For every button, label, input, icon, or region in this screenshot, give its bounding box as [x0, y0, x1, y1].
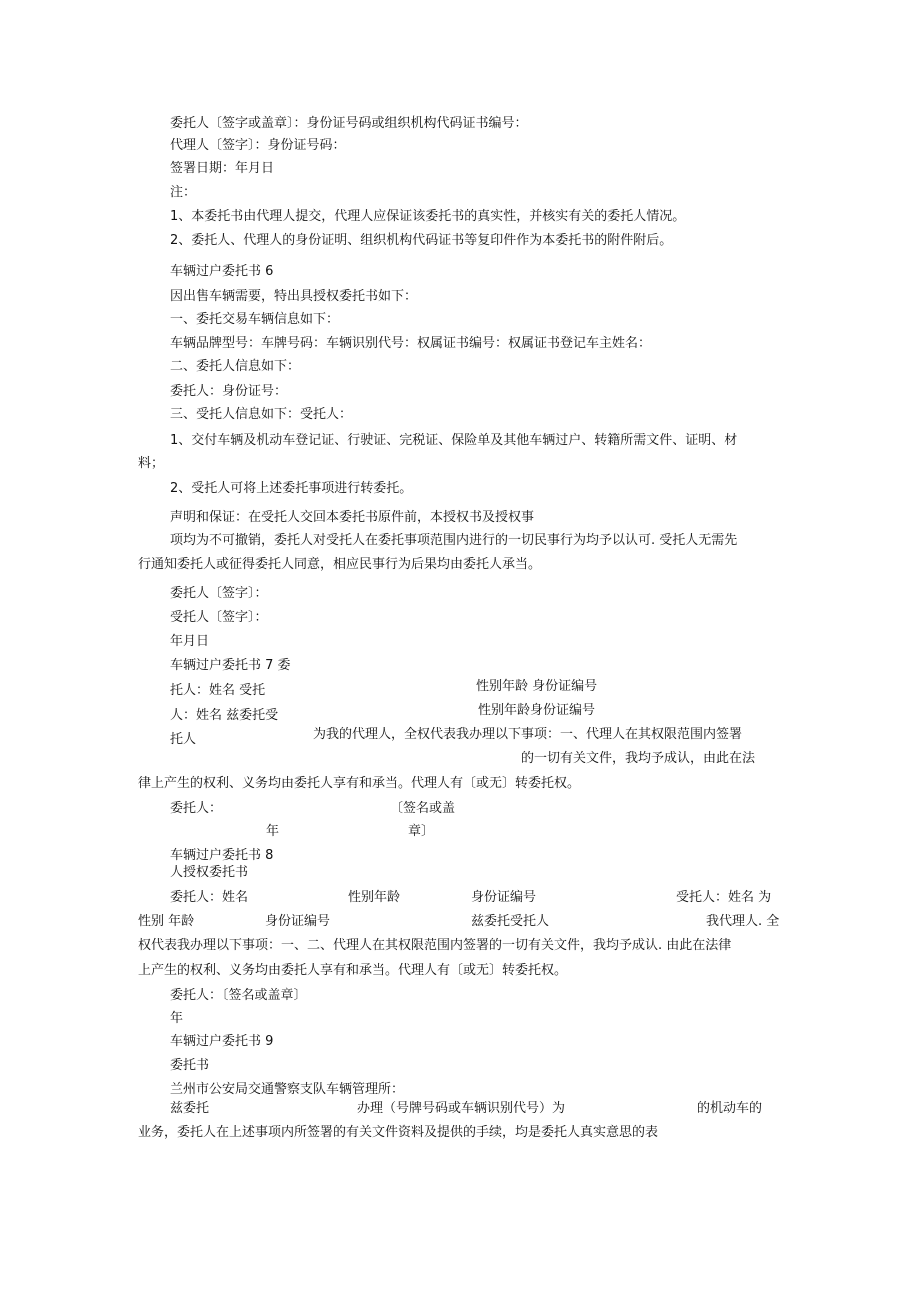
text-line: 委托书 — [170, 1058, 210, 1073]
text-line: 兰州市公安局交通警察支队车辆管理所： — [170, 1082, 405, 1097]
text-line: 二、委托人信息如下： — [170, 359, 301, 374]
text-line: 身份证编号 — [471, 890, 537, 905]
section-heading: 车辆过户委托书 7 委 — [170, 658, 291, 673]
text-line: 身份证编号 — [265, 914, 331, 929]
text-line: 委托人：姓名 — [170, 890, 249, 905]
text-line: 委托人： — [170, 801, 223, 816]
text-line: 的一切有关文件，我均予成认，由此在法 — [521, 751, 756, 766]
text-line: 车辆品牌型号：车牌号码：车辆识别代号：权属证书编号：权属证书登记车主姓名： — [170, 336, 652, 351]
text-line: 委托人〔签字〕： — [170, 586, 268, 601]
text-line: 兹委托受托人 — [471, 914, 550, 929]
section-heading: 车辆过户委托书 6 — [170, 264, 274, 279]
text-line: 因出售车辆需要，特出具授权委托书如下： — [170, 289, 418, 304]
text-line: 章〕 — [408, 824, 435, 839]
text-line: 我代理人. 全 — [706, 914, 780, 929]
text-line: 1、交付车辆及机动车登记证、行驶证、完税证、保险单及其他车辆过户、转籍所需文件、证明、材 — [170, 433, 738, 448]
text-line: 为我的代理人，全权代表我办理以下事项：一、代理人在其权限范围内签署 — [313, 727, 743, 742]
text-line: 受托人〔签字〕： — [170, 610, 268, 625]
text-line: 人授权委托书 — [170, 865, 249, 880]
section-heading: 车辆过户委托书 8 — [170, 848, 274, 863]
text-line: 2、受托人可将上述委托事项进行转委托。 — [170, 481, 413, 496]
text-line: 性别年龄身份证编号 — [478, 703, 596, 718]
text-line: 委托人〔签字或盖章〕：身份证号码或组织机构代码证书编号： — [170, 116, 528, 131]
text-line: 性别年龄 身份证编号 — [476, 679, 598, 694]
text-line: 上产生的权利、义务均由委托人享有和承当。代理人有〔或无〕转委托权。 — [138, 963, 568, 978]
text-line: 受托人：姓名 为 — [676, 890, 772, 905]
text-line: 注： — [170, 185, 197, 200]
text-line: 签署日期：年月日 — [170, 161, 275, 176]
text-line: 人：姓名 兹委托受 — [170, 708, 279, 723]
text-line: 料； — [138, 456, 165, 471]
text-line: 1、本委托书由代理人提交，代理人应保证该委托书的真实性，并核实有关的委托人情况。 — [170, 209, 686, 224]
text-line: 性别 年龄 — [138, 914, 195, 929]
section-heading: 车辆过户委托书 9 — [170, 1034, 274, 1049]
text-line: 声明和保证：在受托人交回本委托书原件前，本授权书及授权事 — [170, 510, 535, 525]
text-line: 一、委托交易车辆信息如下： — [170, 312, 340, 327]
text-line: 行通知委托人或征得委托人同意，相应民事行为后果均由委托人承当。 — [138, 557, 542, 572]
text-line: 性别年龄 — [348, 890, 401, 905]
text-line: 委托人：〔签名或盖章〕 — [170, 988, 307, 1003]
text-line: 2、委托人、代理人的身份证明、组织机构代码证书等复印件作为本委托书的附件附后。 — [170, 233, 673, 248]
text-line: 年 — [266, 824, 280, 839]
text-line: 权代表我办理以下事项：一、二、代理人在其权限范围内签署的一切有关文件，我均予成认. 由此在法律 — [138, 938, 732, 953]
text-line: 三、受托人信息如下：受托人： — [170, 407, 353, 422]
text-line: 兹委托 — [170, 1101, 210, 1116]
text-line: 〔签名或盖 — [390, 801, 456, 816]
text-line: 办理（号牌号码或车辆识别代号）为 — [357, 1101, 566, 1116]
text-line: 律上产生的权利、义务均由委托人享有和承当。代理人有〔或无〕转委托权。 — [138, 776, 581, 791]
text-line: 年月日 — [170, 634, 210, 649]
text-line: 委托人：身份证号： — [170, 384, 288, 399]
text-line: 年 — [170, 1011, 184, 1026]
text-line: 托人 — [170, 732, 197, 747]
text-line: 业务，委托人在上述事项内所签署的有关文件资料及提供的手续，均是委托人真实意思的表 — [138, 1125, 659, 1140]
text-line: 的机动车的 — [697, 1101, 763, 1116]
text-line: 代理人〔签字〕：身份证号码： — [170, 138, 346, 153]
text-line: 项均为不可撤销，委托人对受托人在委托事项范围内进行的一切民事行为均予以认可. 受托人无需先 — [170, 533, 738, 548]
text-line: 托人：姓名 受托 — [170, 683, 266, 698]
